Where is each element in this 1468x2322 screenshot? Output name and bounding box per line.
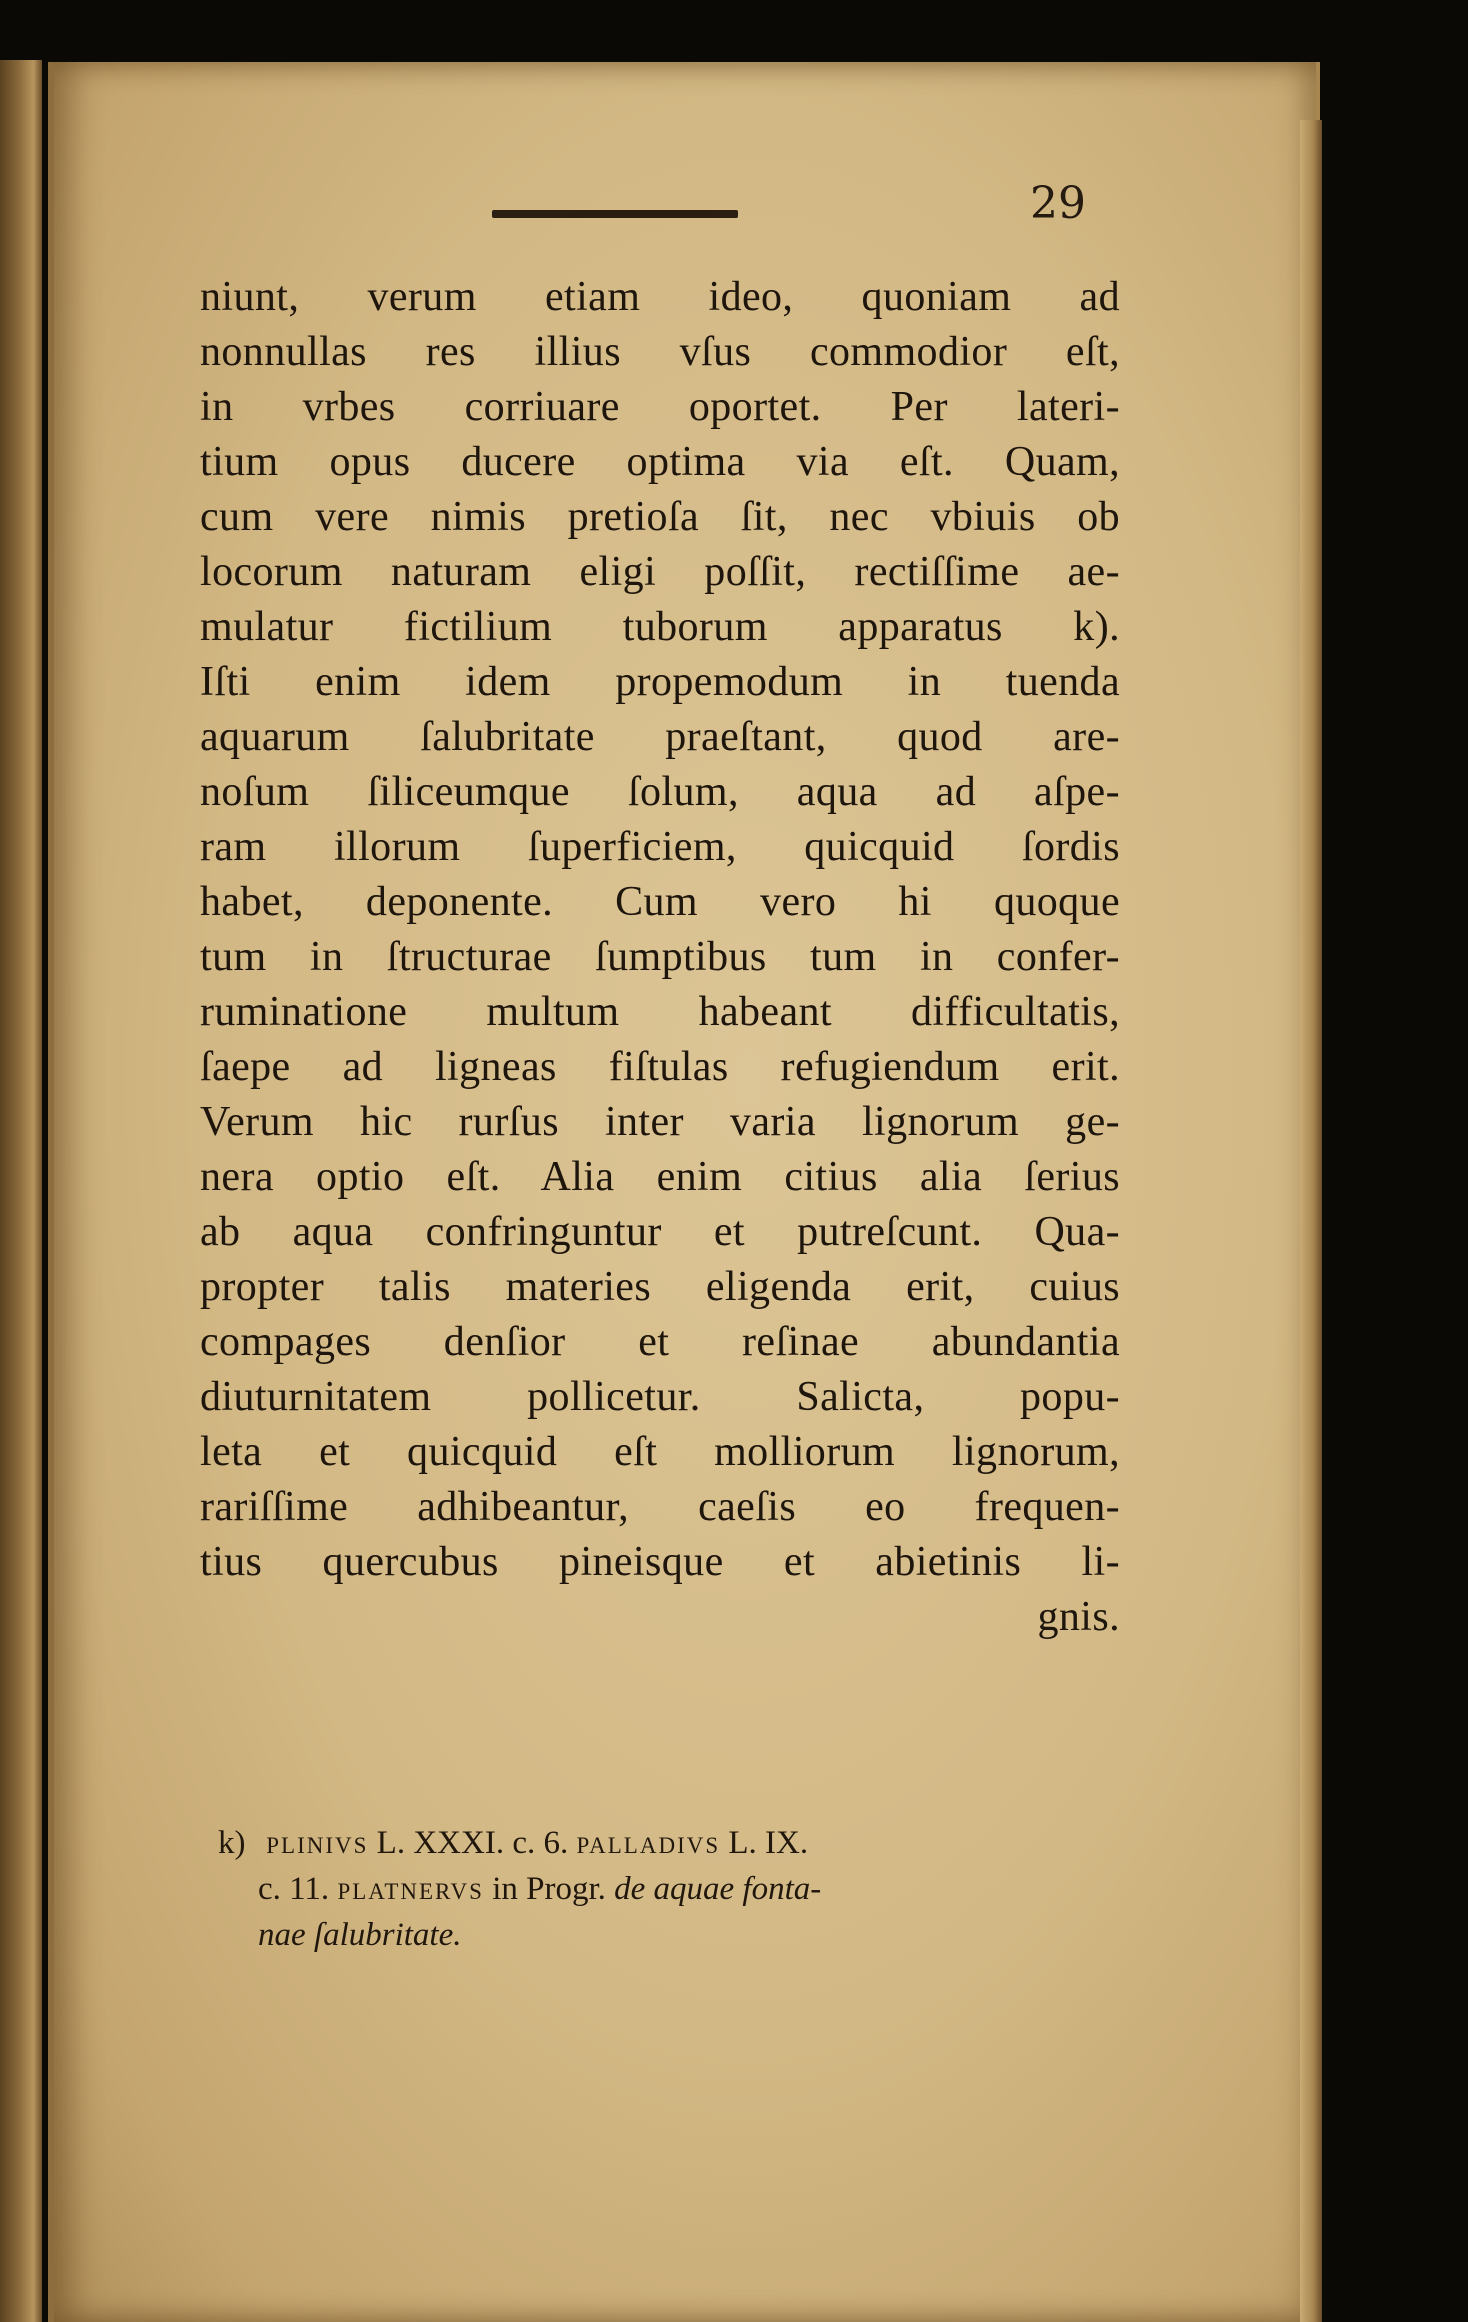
text-line: rariſſime adhibeantur, caeſis eo frequen- (200, 1484, 1120, 1530)
footnote-line (258, 1912, 1138, 1958)
footnote-reference: L. XXXI. c. 6. (376, 1825, 569, 1861)
text-line: nera optio eſt. Alia enim citius alia ſerius (200, 1154, 1120, 1200)
text-line: tium opus ducere optima via eſt. Quam, (200, 439, 1120, 485)
text-line: aquarum ſalubritate praeſtant, quod are- (200, 714, 1120, 760)
text-line: ram illorum ſuperficiem, quicquid ſordis (200, 824, 1120, 870)
footnote-line (218, 1820, 1138, 1866)
footnote-line (258, 1866, 1138, 1912)
footnote-title: nae ſalubritate. (258, 1917, 462, 1953)
text-line: Verum hic rurſus inter varia lignorum ge- (200, 1099, 1120, 1145)
text-line: ruminatione multum habeant difficultatis, (200, 989, 1120, 1035)
body-text (200, 270, 1120, 1645)
text-line: niunt, verum etiam ideo, quoniam ad (200, 274, 1120, 320)
footnote-author: palladivs (576, 1825, 721, 1861)
text-line: tius quercubus pineisque et abietinis li- (200, 1539, 1120, 1585)
text-line: noſum ſiliceumque ſolum, aqua ad aſpe- (200, 769, 1120, 815)
text-line: tum in ſtructurae ſumptibus tum in confer- (200, 934, 1120, 980)
text-line: nonnullas res illius vſus commodior eſt, (200, 329, 1120, 375)
text-line: diuturnitatem pollicetur. Salicta, popu- (200, 1374, 1120, 1420)
text-line: ſaepe ad ligneas fiſtulas refugiendum erit. (200, 1044, 1120, 1090)
footnote-label: k) (218, 1825, 246, 1861)
footnote-reference: c. 11. (258, 1871, 330, 1907)
footnote-title: de aquae fonta- (614, 1871, 822, 1907)
facing-page-edge (0, 60, 42, 2322)
text-line: cum vere nimis pretioſa ſit, nec vbiuis ob (200, 494, 1120, 540)
footnote-author: plinivs (266, 1825, 369, 1861)
page-stack-edge (1300, 120, 1322, 2322)
text-line: Iſti enim idem propemodum in tuenda (200, 659, 1120, 705)
text-line: habet, deponente. Cum vero hi quoque (200, 879, 1120, 925)
headline-rule (492, 210, 738, 218)
footnote-text: in Progr. (492, 1871, 606, 1907)
page-number: 29 (1030, 178, 1086, 229)
text-line: ab aqua confringuntur et putreſcunt. Qua- (200, 1209, 1120, 1255)
text-line: propter talis materies eligenda erit, cuius (200, 1264, 1120, 1310)
text-line-catchword: gnis. (1037, 1594, 1120, 1640)
text-line: locorum naturam eligi poſſit, rectiſſime ae- (200, 549, 1120, 595)
footnote (218, 1820, 1138, 1958)
footnote-author: platnervs (337, 1871, 484, 1907)
text-line: compages denſior et reſinae abundantia (200, 1319, 1120, 1365)
text-line: in vrbes corriuare oportet. Per lateri- (200, 384, 1120, 430)
footnote-reference: L. IX. (728, 1825, 809, 1861)
text-line: mulatur fictilium tuborum apparatus k). (200, 604, 1120, 650)
text-line: leta et quicquid eſt molliorum lignorum, (200, 1429, 1120, 1475)
